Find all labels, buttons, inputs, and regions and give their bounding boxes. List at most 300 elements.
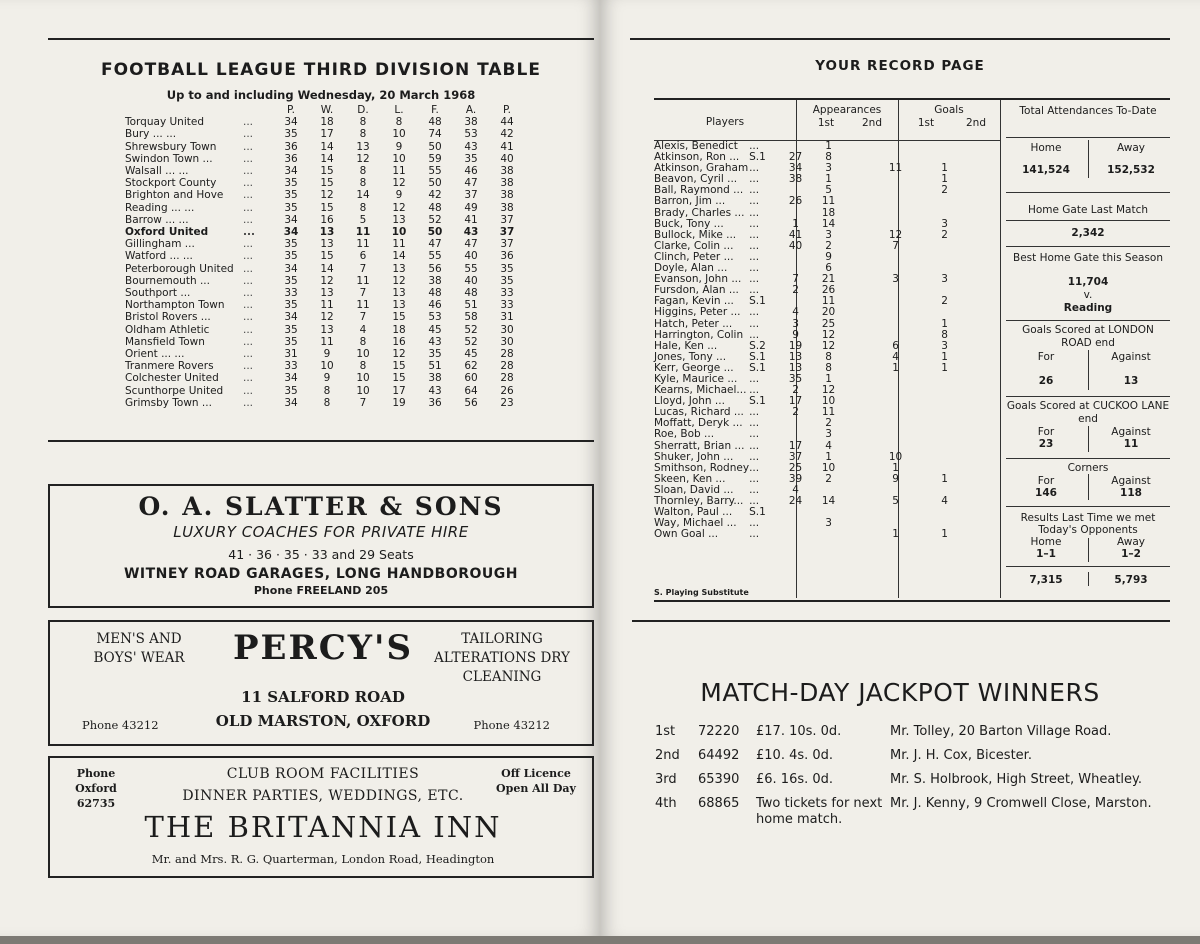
player-sub: S.1 (749, 295, 766, 308)
jackpot-row (655, 724, 1152, 748)
player-row (654, 429, 961, 440)
player-app-2nd: 9 (825, 250, 832, 263)
league-goals-for: 36 (428, 396, 442, 409)
league-played: 31 (284, 348, 298, 361)
league-points: 26 (500, 384, 514, 397)
league-dots: ... (243, 323, 254, 336)
league-lost: 10 (392, 152, 406, 165)
league-goals-against: 35 (464, 152, 478, 165)
player-goals-2nd (912, 252, 961, 263)
league-row (125, 287, 525, 299)
league-lost: 9 (395, 189, 403, 202)
player-goals-2nd (912, 241, 961, 252)
league-goals-against: 51 (464, 299, 478, 312)
league-points: 38 (500, 201, 514, 214)
player-goals-1st: 1 (892, 461, 899, 474)
player-sub: ... (749, 140, 760, 152)
jackpot-row (655, 796, 1152, 836)
league-lost: 12 (392, 348, 406, 361)
league-played: 35 (284, 189, 298, 202)
league-team-name: Peterborough United (125, 262, 234, 275)
player-app-2nd: 12 (821, 328, 836, 341)
league-drawn: 11 (356, 299, 370, 312)
league-points: 28 (500, 360, 514, 373)
player-app-2nd: 8 (825, 361, 832, 374)
league-lost: 12 (392, 201, 406, 214)
player-name: Evanson, John ... (654, 273, 742, 286)
player-goals-1st (845, 441, 912, 452)
player-app-1st: 34 (788, 162, 803, 175)
league-team-name: Brighton and Hove (125, 189, 224, 202)
player-name: Hale, Ken ... (654, 339, 718, 352)
cuckoo-against-value: 11 (1123, 438, 1139, 450)
league-won: 8 (323, 384, 331, 397)
player-name: Ball, Raymond ... (654, 184, 744, 197)
player-app-1st: 17 (788, 395, 803, 408)
player-name: Beavon, Cyril ... (654, 173, 738, 186)
league-goals-for: 50 (428, 177, 442, 190)
player-app-2nd: 3 (825, 517, 832, 530)
league-goals-for: 35 (428, 348, 442, 361)
league-played: 34 (284, 165, 298, 178)
player-goals-1st (845, 219, 912, 230)
player-app-2nd: 3 (825, 428, 832, 441)
player-app-2nd: 1 (825, 173, 832, 186)
league-goals-against: 40 (464, 250, 478, 263)
player-name: Way, Michael ... (654, 517, 737, 530)
league-played: 35 (284, 250, 298, 263)
player-app-1st: 24 (788, 495, 803, 507)
league-goals-for: 47 (428, 238, 442, 251)
jackpot-prize: £10. 4s. 0d. (756, 748, 834, 763)
league-team-name: Shrewsbury Town (125, 140, 217, 153)
player-sub: ... (749, 195, 760, 208)
league-played: 34 (284, 262, 298, 275)
league-team-name: Tranmere Rovers (125, 360, 214, 373)
league-goals-for: 53 (428, 311, 442, 324)
player-name: Hatch, Peter ... (654, 317, 733, 330)
league-won: 15 (320, 177, 334, 190)
player-sub: S.1 (749, 361, 766, 374)
league-row (125, 116, 525, 128)
player-name: Higgins, Peter ... (654, 306, 741, 319)
league-played: 33 (284, 287, 298, 300)
league-drawn: 8 (359, 201, 367, 214)
league-lost: 15 (392, 311, 406, 324)
league-points: 23 (500, 396, 514, 409)
jackpot-row (655, 772, 1152, 796)
league-row (125, 226, 525, 238)
player-app-1st: 37 (788, 450, 803, 463)
league-dots: ... (243, 128, 254, 141)
cuckoo-for-label: For (1037, 426, 1055, 438)
league-team-name: Scunthorpe United (125, 384, 224, 397)
player-app-1st: 2 (792, 406, 799, 419)
slatter-address: WITNEY ROAD GARAGES, LONG HANDBOROUGH (123, 566, 519, 582)
player-goals-2nd (912, 463, 961, 474)
player-goals-2nd: 4 (941, 495, 948, 507)
player-app-1st: 41 (788, 228, 803, 241)
league-played: 35 (284, 384, 298, 397)
jackpot-winner: Mr. Tolley, 20 Barton Village Road. (890, 724, 1112, 739)
league-goals-against: 45 (464, 348, 478, 361)
player-goals-2nd: 3 (941, 217, 948, 230)
player-sub: S.1 (749, 506, 766, 519)
player-goals-2nd: 2 (941, 295, 948, 308)
league-points: 35 (500, 274, 514, 287)
result-home-score: 1–1 (1036, 548, 1056, 560)
league-lost: 9 (395, 140, 403, 153)
league-points: 31 (500, 311, 514, 324)
league-goals-against: 52 (464, 323, 478, 336)
league-won: 14 (320, 262, 334, 275)
jackpot-row (655, 748, 1152, 772)
player-sub: ... (749, 495, 760, 507)
player-row (654, 307, 961, 318)
league-dots: ... (243, 238, 254, 251)
player-name: Clarke, Colin ... (654, 239, 734, 252)
league-goals-for: 48 (428, 201, 442, 214)
league-won: 15 (320, 165, 334, 178)
britannia-advert (48, 756, 594, 878)
player-row (654, 196, 961, 207)
player-name: Atkinson, Ron ... (654, 151, 740, 164)
player-sub: ... (749, 483, 760, 496)
league-points: 42 (500, 128, 514, 141)
league-goals-against: 37 (464, 189, 478, 202)
player-app-2nd: 14 (821, 495, 836, 507)
league-team-name: Stockport County (125, 177, 217, 190)
player-goals-1st (845, 330, 912, 341)
britannia-owners: Mr. and Mrs. R. G. Quarterman, London Road, Headington (151, 852, 495, 866)
league-dots: ... (243, 384, 254, 397)
player-goals-1st (845, 196, 912, 207)
league-drawn: 13 (356, 140, 370, 153)
league-won: 12 (320, 311, 334, 324)
player-goals-1st: 1 (892, 528, 899, 541)
player-goals-2nd (912, 285, 961, 296)
league-drawn: 7 (359, 396, 367, 409)
player-sub: ... (749, 328, 760, 341)
jackpot-number: 65390 (698, 772, 740, 787)
league-team-name: Torquay United (125, 116, 204, 129)
percys-right-text: TAILORING ALTERATIONS DRY CLEANING (434, 631, 570, 685)
att-total-title: Total Attendances To-Date (1019, 105, 1157, 117)
player-goals-1st: 4 (892, 350, 899, 363)
player-goals-2nd (912, 418, 961, 429)
player-goals-2nd: 1 (941, 528, 948, 541)
player-goals-1st (845, 507, 912, 518)
col-for: F. (431, 104, 439, 116)
player-app-1st: 19 (788, 339, 803, 352)
jackpot-winner: Mr. J. Kenny, 9 Cromwell Close, Marston. (890, 796, 1152, 811)
league-lost: 10 (391, 226, 407, 239)
league-lost: 13 (392, 287, 406, 300)
last-gate-value: 2,342 (1071, 227, 1105, 239)
league-won: 13 (319, 226, 335, 239)
player-name: Shuker, John ... (654, 450, 734, 463)
league-played: 36 (284, 140, 298, 153)
col-drawn: D. (357, 104, 369, 116)
record-head-appearances: Appearances (812, 104, 882, 116)
player-goals-2nd (912, 263, 961, 274)
league-won: 16 (320, 213, 334, 226)
att-away-total: 152,532 (1107, 164, 1155, 176)
league-won: 14 (320, 152, 334, 165)
corners-against-value: 118 (1120, 487, 1142, 499)
league-won: 14 (320, 140, 334, 153)
london-against-value: 13 (1123, 375, 1139, 387)
league-dots: ... (243, 372, 254, 385)
player-goals-2nd: 1 (941, 317, 948, 330)
player-name: Alexis, Benedict (654, 140, 738, 152)
league-team-name: Oldham Athletic (125, 323, 210, 336)
league-drawn: 10 (356, 372, 370, 385)
player-goals-1st (845, 252, 912, 263)
player-app-1st: 39 (788, 472, 803, 485)
player-app-1st: 2 (792, 284, 799, 297)
result-home-label: Home (1030, 536, 1062, 548)
league-played: 35 (284, 238, 298, 251)
player-goals-1st: 9 (892, 472, 899, 485)
player-app-2nd: 20 (821, 306, 836, 319)
player-app-2nd: 11 (821, 195, 836, 208)
league-points: 38 (500, 189, 514, 202)
slatter-seats: 41 · 36 · 35 · 33 and 29 Seats (228, 547, 414, 562)
record-head-players: Players (705, 116, 745, 128)
league-team-name: Grimsby Town ... (125, 396, 212, 409)
player-app-1st: 40 (788, 239, 803, 252)
player-app-2nd: 1 (825, 140, 832, 152)
col-lost: L. (394, 104, 404, 116)
player-name: Smithson, Rodney (654, 461, 750, 474)
top-rule (48, 38, 594, 40)
league-dots: ... (243, 250, 254, 263)
league-drawn: 11 (356, 238, 370, 251)
player-goals-1st (845, 485, 912, 496)
league-lost: 14 (392, 250, 406, 263)
league-goals-for: 52 (428, 213, 442, 226)
league-played: 35 (284, 177, 298, 190)
league-goals-for: 46 (428, 299, 442, 312)
league-lost: 10 (392, 128, 406, 141)
league-table-subtitle: Up to and including Wednesday, 20 March 1968 (166, 88, 476, 102)
player-app-2nd: 12 (821, 384, 836, 397)
league-dots: ... (243, 274, 254, 287)
best-gate-value: 11,704 (1067, 276, 1109, 288)
league-goals-against: 49 (464, 201, 478, 214)
player-goals-1st (845, 374, 912, 385)
best-gate-label: Best Home Gate this Season (1012, 252, 1164, 264)
league-goals-for: 50 (427, 226, 443, 239)
player-app-1st: 13 (788, 350, 803, 363)
league-row (125, 360, 525, 372)
league-team-name: Orient ... ... (125, 348, 185, 361)
player-sub: ... (749, 428, 760, 441)
corners-label: Corners (1067, 462, 1109, 474)
player-goals-1st: 5 (892, 495, 899, 507)
player-goals-1st (845, 307, 912, 318)
record-players-table (654, 141, 961, 540)
jackpot-position: 3rd (655, 772, 677, 787)
league-team-name: Gillingham ... (125, 238, 195, 251)
player-goals-2nd: 1 (941, 361, 948, 374)
player-app-2nd: 25 (821, 317, 836, 330)
player-sub: ... (749, 450, 760, 463)
league-goals-for: 48 (428, 116, 442, 129)
player-row (654, 441, 961, 452)
league-played: 35 (284, 128, 298, 141)
league-row (125, 238, 525, 250)
player-goals-1st (845, 185, 912, 196)
league-drawn: 8 (359, 335, 367, 348)
player-goals-2nd (912, 385, 961, 396)
player-sub: ... (749, 306, 760, 319)
player-goals-1st (845, 518, 912, 529)
player-goals-1st: 3 (892, 273, 899, 286)
league-lost: 12 (392, 274, 406, 287)
record-head-goals: Goals (934, 104, 964, 116)
league-played: 35 (284, 299, 298, 312)
league-goals-against: 48 (464, 287, 478, 300)
league-drawn: 11 (356, 274, 370, 287)
league-won: 11 (320, 335, 334, 348)
player-app-1st: 1 (792, 217, 799, 230)
league-row (125, 263, 525, 275)
league-row (125, 299, 525, 311)
player-sub: ... (749, 239, 760, 252)
league-won: 13 (320, 323, 334, 336)
league-goals-against: 56 (464, 396, 478, 409)
league-team-name: Northampton Town (125, 299, 225, 312)
player-goals-1st (845, 141, 912, 152)
player-name: Clinch, Peter ... (654, 250, 734, 263)
league-goals-for: 43 (428, 384, 442, 397)
player-sub: ... (749, 439, 760, 452)
player-goals-1st (845, 429, 912, 440)
league-goals-for: 48 (428, 287, 442, 300)
league-drawn: 7 (359, 311, 367, 324)
league-row (125, 275, 525, 287)
player-app-2nd: 2 (825, 472, 832, 485)
player-sub: ... (749, 262, 760, 275)
league-played: 35 (284, 335, 298, 348)
league-team-name: Colchester United (125, 372, 219, 385)
league-row (125, 153, 525, 165)
record-head-app-2nd: 2nd (861, 117, 882, 129)
best-gate-vs: v. (1083, 289, 1093, 301)
player-goals-1st: 11 (888, 162, 903, 175)
league-drawn: 7 (359, 287, 367, 300)
league-goals-against: 53 (464, 128, 478, 141)
player-app-2nd: 21 (821, 273, 836, 286)
player-app-1st (771, 518, 812, 529)
player-name: Lucas, Richard ... (654, 406, 744, 419)
jackpot-title (600, 678, 1200, 707)
player-goals-1st (845, 285, 912, 296)
col-played: P. (286, 104, 296, 116)
att-home-label: Home (1030, 142, 1062, 154)
league-points: 30 (500, 323, 514, 336)
player-app-1st: 9 (792, 328, 799, 341)
league-points: 35 (500, 262, 514, 275)
league-goals-against: 47 (464, 238, 478, 251)
player-goals-2nd (912, 396, 961, 407)
player-goals-1st: 10 (888, 450, 903, 463)
league-points: 33 (500, 287, 514, 300)
player-goals-1st (845, 396, 912, 407)
league-team-name: Mansfield Town (125, 335, 205, 348)
player-sub: ... (749, 284, 760, 297)
league-lost: 13 (392, 213, 406, 226)
league-goals-against: 52 (464, 335, 478, 348)
league-points: 36 (500, 250, 514, 263)
player-app-1st: 17 (788, 439, 803, 452)
player-name: Roe, Bob ... (654, 428, 715, 441)
player-app-1st: 4 (792, 483, 799, 496)
league-goals-against: 60 (464, 372, 478, 385)
jackpot-title-text: MATCH-DAY JACKPOT WINNERS (700, 678, 1100, 707)
result-away-attendance: 5,793 (1114, 574, 1148, 586)
player-sub: ... (749, 517, 760, 530)
league-drawn: 10 (356, 348, 370, 361)
player-goals-2nd (912, 374, 961, 385)
league-points: 33 (500, 299, 514, 312)
player-goals-1st (845, 208, 912, 219)
player-name: Jones, Tony ... (654, 350, 727, 363)
player-goals-2nd (912, 407, 961, 418)
league-played: 34 (284, 213, 298, 226)
cuckoo-lane-label: Goals Scored at CUCKOO LANE end (1006, 400, 1170, 425)
league-points: 28 (500, 372, 514, 385)
percys-advert (48, 620, 594, 746)
league-goals-for: 43 (428, 335, 442, 348)
league-dots: ... (243, 189, 254, 202)
league-drawn: 8 (359, 116, 367, 129)
percys-phone-left: Phone 43212 (82, 718, 159, 732)
league-played: 35 (284, 323, 298, 336)
league-goals-against: 41 (464, 213, 478, 226)
league-lost: 12 (392, 177, 406, 190)
jackpot-position: 1st (655, 724, 676, 739)
col-won: W. (320, 104, 334, 116)
jackpot-prize: £17. 10s. 0d. (756, 724, 842, 739)
league-played: 35 (284, 201, 298, 214)
britannia-licence: Off Licence Open All Day (496, 767, 576, 795)
league-team-name: Watford ... ... (125, 250, 193, 263)
player-name: Moffatt, Deryk ... (654, 417, 743, 430)
player-sub: S.1 (749, 151, 766, 164)
league-won: 17 (320, 128, 334, 141)
league-won: 10 (320, 360, 334, 373)
player-goals-1st: 7 (892, 239, 899, 252)
player-goals-2nd: 1 (941, 173, 948, 186)
league-team-name: Barrow ... ... (125, 213, 189, 226)
league-header-row (125, 104, 525, 116)
player-goals-2nd: 2 (941, 184, 948, 197)
league-row (125, 348, 525, 360)
league-goals-for: 51 (428, 360, 442, 373)
league-dots: ... (243, 213, 254, 226)
player-name: Barron, Jim ... (654, 195, 726, 208)
league-dots: ... (243, 152, 254, 165)
league-row (125, 189, 525, 201)
player-sub: ... (749, 417, 760, 430)
player-sub: ... (749, 528, 760, 541)
mid-rule (48, 440, 594, 442)
league-goals-against: 38 (464, 116, 478, 129)
player-name: Thornley, Barry... (654, 495, 744, 507)
